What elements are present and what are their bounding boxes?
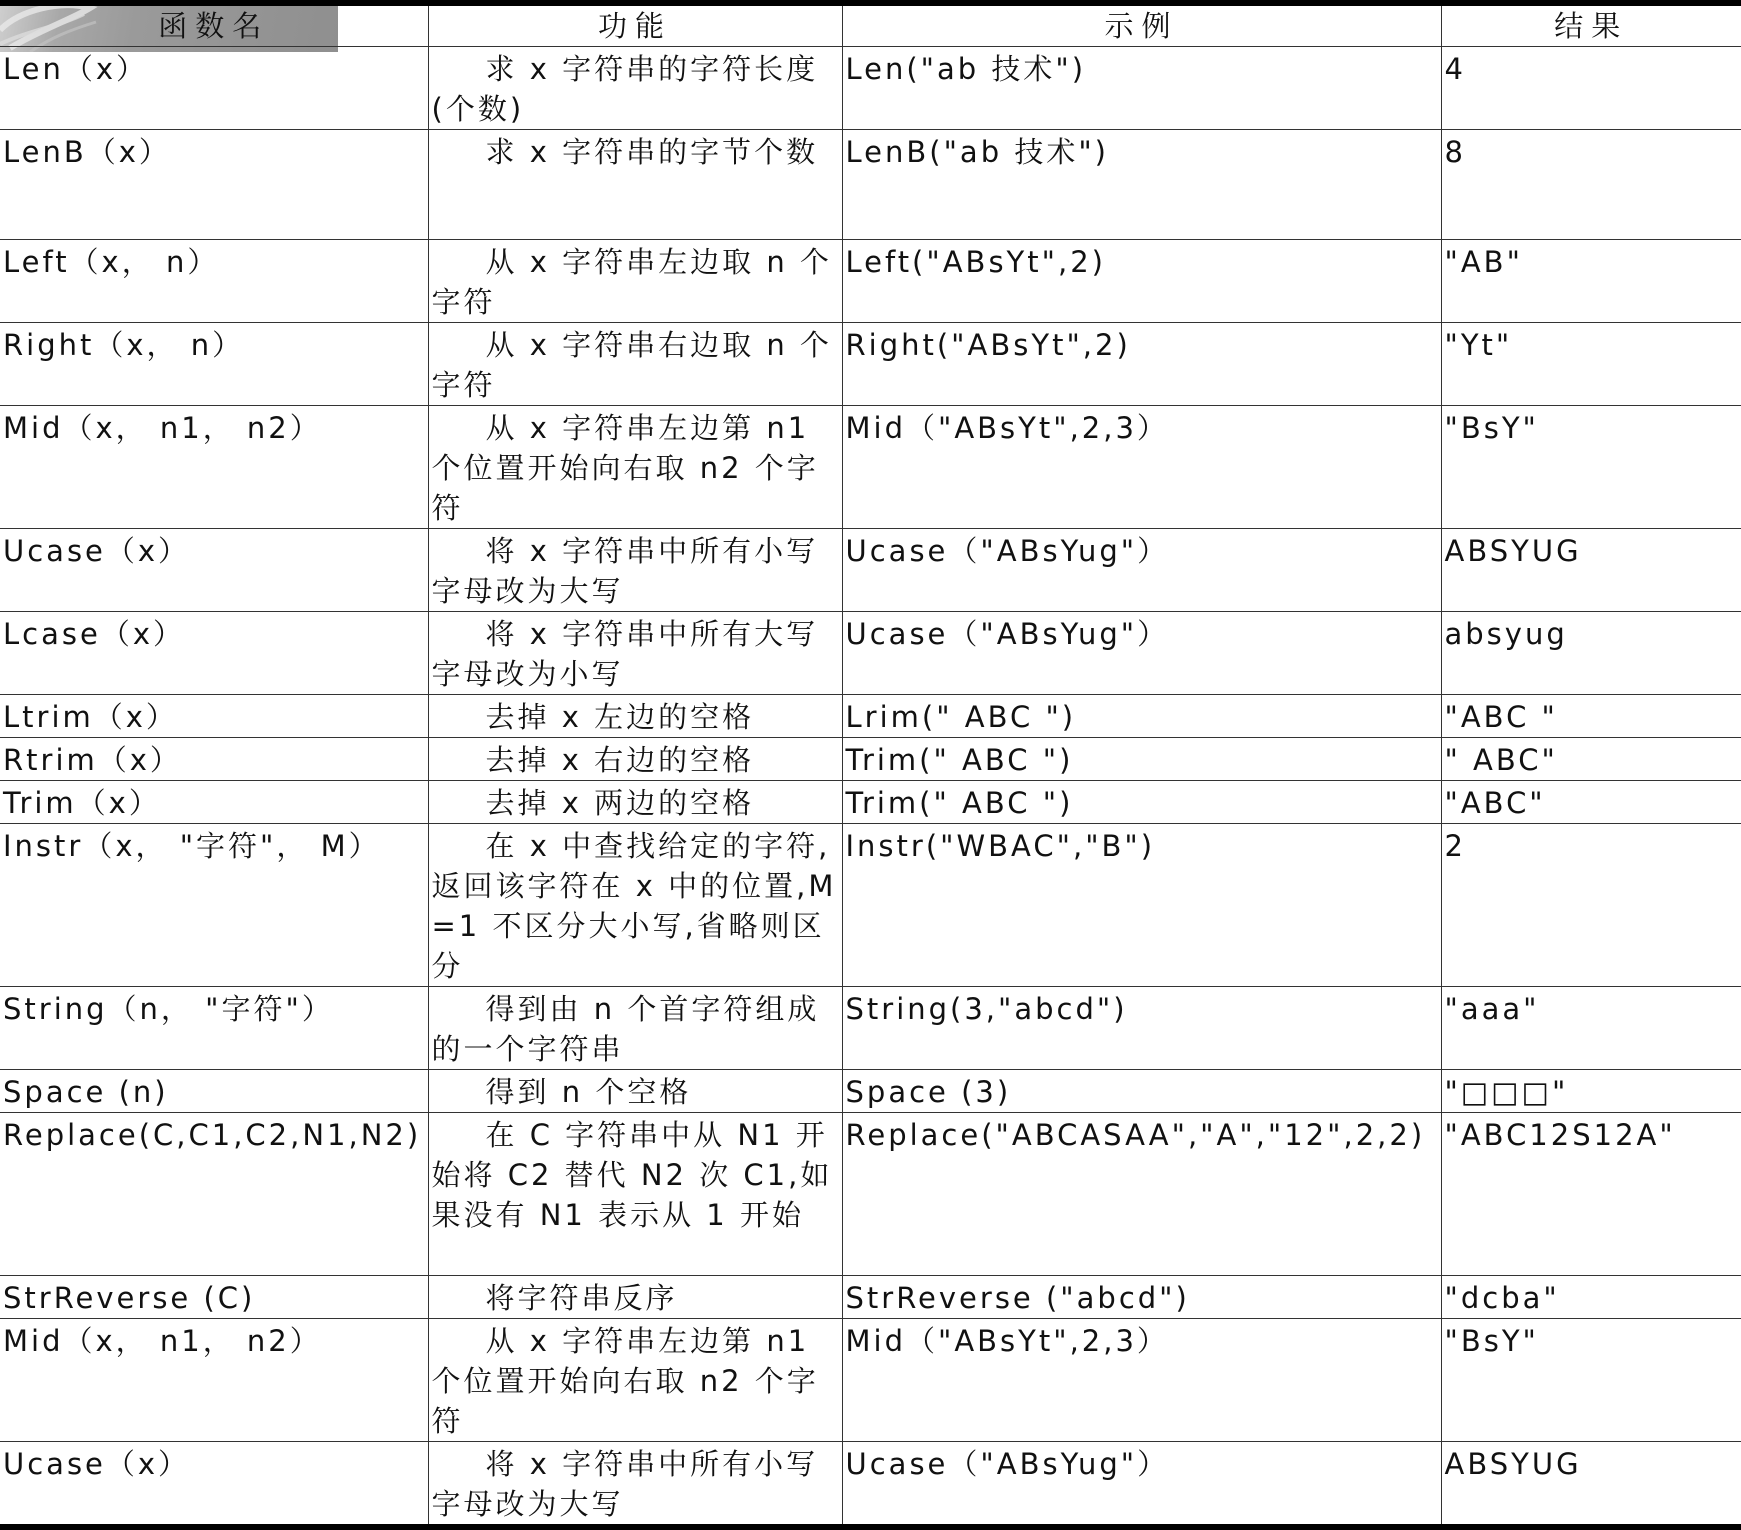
example-cell: String(3,"abcd") [842, 987, 1441, 1070]
table-row [0, 1276, 1741, 1319]
example-cell: Ucase（"ABsYug"） [842, 612, 1441, 695]
table-row [0, 695, 1741, 738]
table-row [0, 781, 1741, 824]
function-purpose-cell: 从 x 字符串左边第 n1 个位置开始向右取 n2 个字符 [428, 1319, 842, 1442]
example-cell: Ucase（"ABsYug"） [842, 529, 1441, 612]
function-name-cell: Trim（x） [0, 781, 428, 824]
table-row [0, 47, 1741, 130]
function-name-cell: Left（x， n） [0, 240, 428, 323]
result-cell: 4 [1441, 47, 1741, 130]
example-cell: Right("ABsYt",2) [842, 323, 1441, 406]
function-purpose-cell: 去掉 x 右边的空格 [428, 738, 842, 781]
result-cell: "ABC " [1441, 695, 1741, 738]
table-row [0, 130, 1741, 240]
function-name-cell: Ucase（x） [0, 529, 428, 612]
function-name-cell: Ltrim（x） [0, 695, 428, 738]
result-cell: 2 [1441, 824, 1741, 987]
function-name-cell: Instr（x， "字符"， M） [0, 824, 428, 987]
example-cell: Instr("WBAC","B") [842, 824, 1441, 987]
table-row [0, 240, 1741, 323]
result-cell: "BsY" [1441, 1319, 1741, 1442]
result-cell: "dcba" [1441, 1276, 1741, 1319]
function-purpose-cell: 从 x 字符串左边第 n1 个位置开始向右取 n2 个字符 [428, 406, 842, 529]
function-name-cell: LenB（x） [0, 130, 428, 240]
function-purpose-cell: 从 x 字符串左边取 n 个字符 [428, 240, 842, 323]
function-purpose-cell: 去掉 x 两边的空格 [428, 781, 842, 824]
function-purpose-cell: 将 x 字符串中所有大写字母改为小写 [428, 612, 842, 695]
function-name-cell: Len（x） [0, 47, 428, 130]
function-name-cell: Replace(C,C1,C2,N1,N2) [0, 1113, 428, 1276]
example-cell: LenB("ab 技术") [842, 130, 1441, 240]
table-row [0, 529, 1741, 612]
result-cell: 8 [1441, 130, 1741, 240]
function-purpose-cell: 在 C 字符串中从 N1 开始将 C2 替代 N2 次 C1,如果没有 N1 表示从 1 开始 [428, 1113, 842, 1276]
function-name-cell: String（n， "字符"） [0, 987, 428, 1070]
function-purpose-cell: 将字符串反序 [428, 1276, 842, 1319]
example-cell: Space (3) [842, 1070, 1441, 1113]
example-cell: Trim(" ABC ") [842, 781, 1441, 824]
example-cell: Ucase（"ABsYug"） [842, 1442, 1441, 1528]
table-row [0, 612, 1741, 695]
function-name-cell: Mid（x， n1， n2） [0, 406, 428, 529]
table-row [0, 987, 1741, 1070]
table-row [0, 1113, 1741, 1276]
function-purpose-cell: 在 x 中查找给定的字符,返回该字符在 x 中的位置,M=1 不区分大小写,省略则区分 [428, 824, 842, 987]
result-cell: "ABC12S12A" [1441, 1113, 1741, 1276]
result-cell: "Yt" [1441, 323, 1741, 406]
header-label: 功能 [597, 9, 672, 43]
function-purpose-cell: 从 x 字符串右边取 n 个字符 [428, 323, 842, 406]
example-cell: Left("ABsYt",2) [842, 240, 1441, 323]
function-purpose-cell: 得到由 n 个首字符组成的一个字符串 [428, 987, 842, 1070]
header-function-name [0, 3, 428, 47]
header-label: 示例 [1104, 9, 1179, 43]
table-row [0, 1070, 1741, 1113]
example-cell: Replace("ABCASAA","A","12",2,2) [842, 1113, 1441, 1276]
result-cell: "ABC" [1441, 781, 1741, 824]
example-cell: Len("ab 技术") [842, 47, 1441, 130]
result-cell: "aaa" [1441, 987, 1741, 1070]
table-row [0, 824, 1741, 987]
table-row [0, 323, 1741, 406]
example-cell: StrReverse ("abcd") [842, 1276, 1441, 1319]
function-purpose-cell: 去掉 x 左边的空格 [428, 695, 842, 738]
example-cell: Trim(" ABC ") [842, 738, 1441, 781]
function-purpose-cell: 求 x 字符串的字节个数 [428, 130, 842, 240]
example-cell: Mid（"ABsYt",2,3） [842, 1319, 1441, 1442]
table-row [0, 1442, 1741, 1528]
function-purpose-cell: 求 x 字符串的字符长度(个数) [428, 47, 842, 130]
header-example [842, 3, 1441, 47]
header-label: 结果 [1554, 9, 1629, 43]
result-cell: "AB" [1441, 240, 1741, 323]
example-cell: Mid（"ABsYt",2,3） [842, 406, 1441, 529]
function-name-cell: StrReverse (C) [0, 1276, 428, 1319]
function-name-cell: Lcase（x） [0, 612, 428, 695]
table-row [0, 406, 1741, 529]
function-name-cell: Space (n) [0, 1070, 428, 1113]
example-cell: Lrim(" ABC ") [842, 695, 1441, 738]
header-label: 函数名 [158, 9, 270, 43]
table-row [0, 1319, 1741, 1442]
result-cell: ABSYUG [1441, 1442, 1741, 1528]
function-name-cell: Mid（x， n1， n2） [0, 1319, 428, 1442]
result-cell: " ABC" [1441, 738, 1741, 781]
function-purpose-cell: 将 x 字符串中所有小写字母改为大写 [428, 529, 842, 612]
function-name-cell: Right（x， n） [0, 323, 428, 406]
result-cell: "BsY" [1441, 406, 1741, 529]
function-name-cell: Rtrim（x） [0, 738, 428, 781]
header-result [1441, 3, 1741, 47]
function-purpose-cell: 将 x 字符串中所有小写字母改为大写 [428, 1442, 842, 1528]
table-row [0, 738, 1741, 781]
result-cell: ABSYUG [1441, 529, 1741, 612]
header-function-purpose [428, 3, 842, 47]
result-cell: absyug [1441, 612, 1741, 695]
function-name-cell: Ucase（x） [0, 1442, 428, 1528]
function-purpose-cell: 得到 n 个空格 [428, 1070, 842, 1113]
table-header-row [0, 3, 1741, 47]
result-cell: "□□□" [1441, 1070, 1741, 1113]
